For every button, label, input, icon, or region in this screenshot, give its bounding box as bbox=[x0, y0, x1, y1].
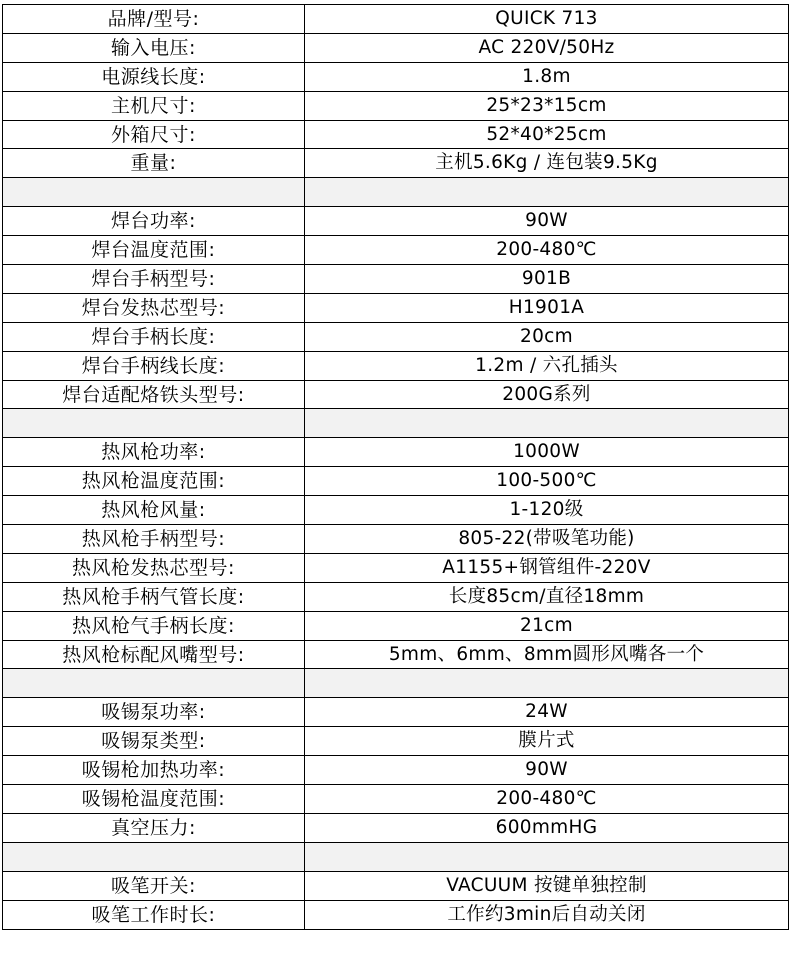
spec-row bbox=[3, 149, 789, 178]
spec-label: 热风枪功率: bbox=[3, 438, 305, 467]
spec-row bbox=[3, 813, 789, 842]
spec-value: 1000W bbox=[305, 438, 789, 467]
spec-row bbox=[3, 120, 789, 149]
spec-row bbox=[3, 380, 789, 409]
spec-value: 200G系列 bbox=[305, 380, 789, 409]
spec-label bbox=[3, 178, 305, 207]
spec-label: 焊台手柄长度: bbox=[3, 322, 305, 351]
spec-label: 品牌/型号: bbox=[3, 5, 305, 34]
spec-value: 1.8m bbox=[305, 62, 789, 91]
spec-value: 200-480℃ bbox=[305, 785, 789, 814]
separator-row bbox=[3, 409, 789, 438]
spec-label: 吸锡泵类型: bbox=[3, 727, 305, 756]
spec-row bbox=[3, 785, 789, 814]
spec-label: 电源线长度: bbox=[3, 62, 305, 91]
spec-row bbox=[3, 322, 789, 351]
separator-row bbox=[3, 178, 789, 207]
spec-row bbox=[3, 496, 789, 525]
spec-label: 热风枪发热芯型号: bbox=[3, 553, 305, 582]
spec-row bbox=[3, 871, 789, 900]
spec-value: 25*23*15cm bbox=[305, 91, 789, 120]
spec-row bbox=[3, 33, 789, 62]
spec-value: 20cm bbox=[305, 322, 789, 351]
spec-row bbox=[3, 900, 789, 929]
spec-label: 焊台功率: bbox=[3, 207, 305, 236]
spec-table-body bbox=[3, 5, 789, 930]
spec-label: 热风枪手柄气管长度: bbox=[3, 582, 305, 611]
spec-row bbox=[3, 582, 789, 611]
spec-label: 焊台手柄型号: bbox=[3, 265, 305, 294]
spec-value: 长度85cm/直径18mm bbox=[305, 582, 789, 611]
spec-label: 主机尺寸: bbox=[3, 91, 305, 120]
separator-row bbox=[3, 842, 789, 871]
spec-value: 工作约3min后自动关闭 bbox=[305, 900, 789, 929]
spec-row bbox=[3, 640, 789, 669]
spec-value: VACUUM 按键单独控制 bbox=[305, 871, 789, 900]
spec-value: 膜片式 bbox=[305, 727, 789, 756]
spec-value: 1.2m / 六孔插头 bbox=[305, 351, 789, 380]
spec-value: 90W bbox=[305, 207, 789, 236]
spec-label: 热风枪风量: bbox=[3, 496, 305, 525]
spec-row bbox=[3, 611, 789, 640]
spec-row bbox=[3, 5, 789, 34]
spec-label: 输入电压: bbox=[3, 33, 305, 62]
spec-label: 真空压力: bbox=[3, 813, 305, 842]
spec-label: 焊台适配烙铁头型号: bbox=[3, 380, 305, 409]
spec-label bbox=[3, 669, 305, 698]
spec-value: H1901A bbox=[305, 293, 789, 322]
separator-row bbox=[3, 669, 789, 698]
spec-row bbox=[3, 62, 789, 91]
spec-label: 热风枪标配风嘴型号: bbox=[3, 640, 305, 669]
spec-value: 1-120级 bbox=[305, 496, 789, 525]
spec-label: 重量: bbox=[3, 149, 305, 178]
spec-label: 焊台手柄线长度: bbox=[3, 351, 305, 380]
spec-value: 21cm bbox=[305, 611, 789, 640]
spec-row bbox=[3, 525, 789, 554]
spec-value bbox=[305, 842, 789, 871]
spec-label: 焊台温度范围: bbox=[3, 236, 305, 265]
spec-value: 805-22(带吸笔功能) bbox=[305, 525, 789, 554]
spec-row bbox=[3, 756, 789, 785]
spec-label: 外箱尺寸: bbox=[3, 120, 305, 149]
spec-row bbox=[3, 207, 789, 236]
spec-label: 吸锡枪加热功率: bbox=[3, 756, 305, 785]
spec-value: 24W bbox=[305, 698, 789, 727]
spec-value: 5mm、6mm、8mm圆形风嘴各一个 bbox=[305, 640, 789, 669]
spec-value: 52*40*25cm bbox=[305, 120, 789, 149]
spec-row bbox=[3, 91, 789, 120]
spec-label: 吸锡泵功率: bbox=[3, 698, 305, 727]
spec-row bbox=[3, 265, 789, 294]
spec-value: AC 220V/50Hz bbox=[305, 33, 789, 62]
spec-label: 热风枪手柄型号: bbox=[3, 525, 305, 554]
spec-label: 吸笔工作时长: bbox=[3, 900, 305, 929]
spec-value bbox=[305, 178, 789, 207]
spec-value: QUICK 713 bbox=[305, 5, 789, 34]
spec-value: 200-480℃ bbox=[305, 236, 789, 265]
spec-label bbox=[3, 842, 305, 871]
spec-label: 焊台发热芯型号: bbox=[3, 293, 305, 322]
spec-row bbox=[3, 293, 789, 322]
spec-value: 600mmHG bbox=[305, 813, 789, 842]
spec-row bbox=[3, 438, 789, 467]
spec-label bbox=[3, 409, 305, 438]
spec-label: 吸笔开关: bbox=[3, 871, 305, 900]
spec-row bbox=[3, 698, 789, 727]
spec-value: A1155+钢管组件-220V bbox=[305, 553, 789, 582]
spec-value: 主机5.6Kg / 连包装9.5Kg bbox=[305, 149, 789, 178]
spec-value: 90W bbox=[305, 756, 789, 785]
spec-row bbox=[3, 236, 789, 265]
spec-label: 吸锡枪温度范围: bbox=[3, 785, 305, 814]
spec-label: 热风枪气手柄长度: bbox=[3, 611, 305, 640]
spec-value bbox=[305, 669, 789, 698]
spec-value: 100-500℃ bbox=[305, 467, 789, 496]
spec-row bbox=[3, 727, 789, 756]
spec-row bbox=[3, 467, 789, 496]
spec-label: 热风枪温度范围: bbox=[3, 467, 305, 496]
spec-row bbox=[3, 553, 789, 582]
spec-row bbox=[3, 351, 789, 380]
spec-table bbox=[2, 4, 789, 930]
spec-value: 901B bbox=[305, 265, 789, 294]
spec-value bbox=[305, 409, 789, 438]
